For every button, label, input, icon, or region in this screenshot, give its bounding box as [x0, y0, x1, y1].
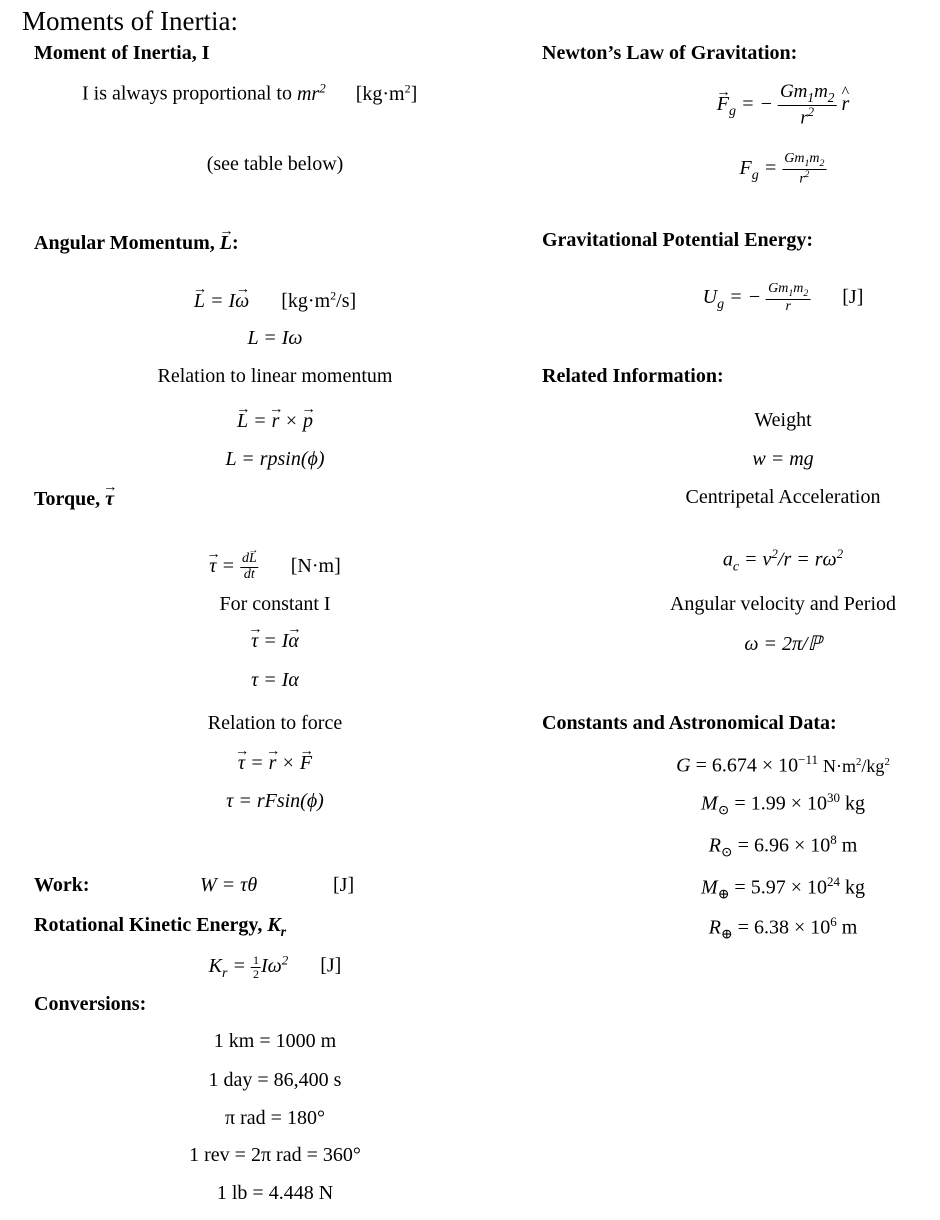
kinetic-unit: [J]: [320, 954, 342, 977]
angular-velocity-formula: ω = 2π/ℙ: [744, 633, 822, 655]
work-unit: [J]: [333, 874, 355, 896]
kinetic-heading-text: Rotational Kinetic Energy,: [34, 914, 263, 936]
constant-M-sun: $M_⊙ = 1.99 \times 10^{30}$ kg: [701, 790, 865, 819]
conversion-item: 1 lb = 4.448 N: [216, 1182, 334, 1204]
inertia-line-text: I is always proportional to: [82, 82, 292, 105]
conversion-item: 1 km = 1000 m: [213, 1030, 337, 1052]
torque-derivative-equation: → τ = $\frac{d\to L}{dt}$ [N·m]: [209, 552, 340, 582]
torque-heading-symbol: → τ: [105, 488, 114, 511]
torque-cross-equation: → τ = → r × → F: [238, 752, 312, 775]
potential-heading: Gravitational Potential Energy:: [542, 229, 814, 251]
torque-unit: [N·m]: [290, 554, 341, 577]
torque-heading: [34, 488, 114, 511]
inertia-line: [82, 80, 417, 106]
inertia-note: (see table below): [206, 153, 344, 175]
related-heading: Related Information:: [542, 365, 724, 387]
gravitation-heading: Newton’s Law of Gravitation:: [542, 42, 798, 64]
torque-scalar-equation: τ = Iα: [251, 669, 299, 691]
angular-relation-label: Relation to linear momentum: [157, 365, 393, 387]
torque-heading-text: Torque,: [34, 488, 101, 510]
work-formula: W = τθ: [200, 874, 258, 896]
inertia-line-formula: $mr^2$: [296, 80, 326, 105]
conversion-item: 1 day = 86,400 s: [208, 1069, 342, 1091]
potential-equation: $U_g$ = − $\frac{Gm_1m_2}{r}$ [J]: [702, 281, 864, 315]
angular-scalar-equation: L = Iω: [247, 327, 303, 349]
angular-unit: $[kg\cdot m^2/s]$: [281, 288, 357, 312]
inertia-line-unit: $[kg\cdot m^2]$: [355, 81, 418, 105]
angular-velocity-label: Angular velocity and Period: [669, 593, 897, 615]
gravitation-scalar-equation: $F_g$ = $\frac{Gm_1m_2}{r^2}$: [739, 151, 825, 187]
centripetal-label: Centripetal Acceleration: [685, 486, 881, 508]
kinetic-heading-symbol: $K_r$: [267, 914, 287, 940]
angular-heading-text: Angular Momentum,: [34, 232, 215, 254]
weight-label: Weight: [754, 409, 812, 431]
weight-formula: w = mg: [752, 448, 814, 470]
constant-M-earth: $M_\oplus = 5.97 \times 10^{24}$ kg: [701, 874, 865, 903]
kinetic-equation: $K_r$ = $\frac{1}{2}$ $I\omega^2$ [J]: [208, 952, 342, 981]
constant-G: $G = 6.674 \times 10^{-11}$ $N\cdot m^2/kg^2$: [676, 752, 890, 777]
angular-heading: Angular Momentum, → L:: [34, 232, 239, 255]
inertia-heading: Moment of Inertia, I: [34, 42, 210, 64]
gravitation-vector-equation: → $F_g$ = − $\frac{Gm_1m_2}{r^2}$ ^ r: [717, 82, 850, 128]
torque-constant-label: For constant I: [219, 593, 331, 615]
potential-unit: [J]: [842, 285, 864, 308]
constant-R-sun: $R_⊙ = 6.96 \times 10^8$ m: [708, 832, 858, 861]
conversion-item: π rad = 180°: [225, 1107, 325, 1129]
torque-vector-equation: → τ = I→ α: [251, 630, 299, 653]
conversions-heading: Conversions:: [34, 993, 147, 1015]
angular-cross-equation: → L = → r × → p: [237, 410, 313, 433]
conversion-item: 1 rev = 2π rad = 360°: [189, 1144, 361, 1166]
torque-relation-label: Relation to force: [207, 712, 343, 734]
angular-heading-symbol: → L: [220, 232, 232, 255]
angular-scalar2-equation: L = rpsin(ϕ): [225, 448, 325, 470]
kinetic-heading: [34, 914, 286, 941]
constant-R-earth: $R_\oplus = 6.38 \times 10^6$ m: [708, 914, 858, 943]
centripetal-formula: $a_c = v^2/r = r\omega^2$: [722, 546, 844, 575]
torque-scalar2-equation: τ = rFsin(ϕ): [226, 790, 324, 812]
work-label: Work:: [34, 874, 90, 896]
angular-vector-equation: → L = I→ ω $[kg\cdot m^2/s]$: [194, 288, 356, 313]
page-title: Moments of Inertia:: [22, 6, 238, 36]
constants-heading: Constants and Astronomical Data:: [542, 712, 837, 734]
